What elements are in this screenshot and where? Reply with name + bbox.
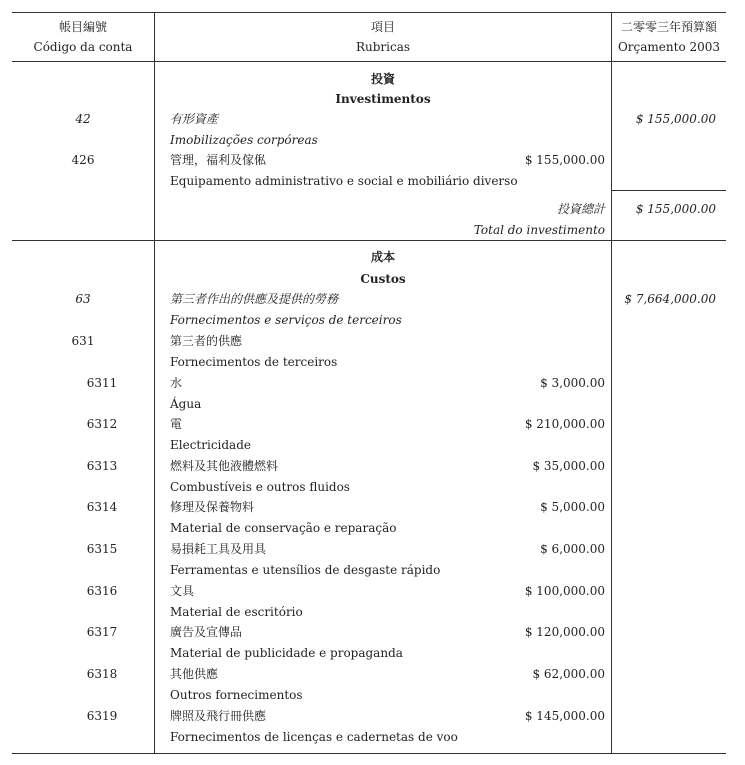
- group-label-zh: 有形資產: [170, 112, 219, 126]
- account-code: 42: [75, 112, 91, 126]
- account-code: 63: [75, 292, 91, 306]
- item-label-zh: 牌照及飛行冊供應: [170, 709, 267, 723]
- item-label-pt: Electricidade: [170, 438, 251, 452]
- account-code: 426: [71, 153, 95, 167]
- account-code: 6312: [86, 417, 118, 431]
- column-divider-1: [154, 13, 155, 753]
- item-label-zh: 文具: [170, 584, 195, 598]
- group-label-pt: Fornecimentos e serviços de terceiros: [170, 313, 402, 327]
- account-code: 6314: [86, 500, 118, 514]
- section-title-zh: 成本: [370, 250, 395, 264]
- total-amount: $ 155,000.00: [635, 202, 716, 216]
- section-title-pt: Custos: [360, 272, 406, 286]
- item-label-zh: 廣告及宣傳品: [170, 625, 243, 639]
- account-code: 6315: [86, 542, 118, 556]
- item-label-pt: Outros fornecimentos: [170, 688, 303, 702]
- account-code: 6318: [86, 667, 118, 681]
- subtotal-divider: [611, 190, 726, 191]
- item-label-pt: Material de escritório: [170, 605, 303, 619]
- group-label-pt: Imobilizações corpóreas: [170, 133, 318, 147]
- item-label-zh: 管理，福利及傢俬: [170, 153, 267, 167]
- budget-table: [12, 12, 726, 754]
- section-divider: [12, 240, 726, 241]
- account-code: 631: [71, 334, 95, 348]
- item-label-zh: 易損耗工具及用具: [170, 542, 267, 556]
- header-col2-zh: 項目: [370, 20, 395, 34]
- account-code: 6311: [86, 376, 118, 390]
- item-amount: $ 210,000.00: [524, 417, 605, 431]
- item-amount: $ 6,000.00: [540, 542, 605, 556]
- item-label-zh: 電: [170, 417, 183, 431]
- group-budget: $ 155,000.00: [635, 112, 716, 126]
- group-label-zh: 第三者作出的供應及提供的勞務: [170, 292, 339, 306]
- item-label-pt: Água: [170, 397, 202, 411]
- account-code: 6316: [86, 584, 118, 598]
- item-label-pt: Equipamento administrativo e social e mobiliário diverso: [170, 174, 518, 188]
- header-divider: [12, 61, 726, 62]
- item-label-zh: 修理及保養物料: [170, 500, 255, 514]
- item-label-zh: 燃料及其他液體燃料: [170, 459, 279, 473]
- header-col3-pt: Orçamento 2003: [617, 40, 721, 54]
- item-amount: $ 62,000.00: [532, 667, 605, 681]
- header-col1-pt: Código da conta: [33, 40, 133, 54]
- item-label-pt: Combustíveis e outros fluidos: [170, 480, 350, 494]
- item-amount: $ 35,000.00: [532, 459, 605, 473]
- item-amount: $ 5,000.00: [540, 500, 605, 514]
- header-col2-pt: Rubricas: [355, 40, 411, 54]
- section-title-zh: 投資: [370, 72, 395, 86]
- subgroup-label-pt: Fornecimentos de terceiros: [170, 355, 338, 369]
- account-code: 6317: [86, 625, 118, 639]
- item-amount: $ 155,000.00: [524, 153, 605, 167]
- item-amount: $ 100,000.00: [524, 584, 605, 598]
- account-code: 6319: [86, 709, 118, 723]
- item-amount: $ 3,000.00: [540, 376, 605, 390]
- account-code: 6313: [86, 459, 118, 473]
- subgroup-label-zh: 第三者的供應: [170, 334, 243, 348]
- item-label-pt: Material de publicidade e propaganda: [170, 646, 403, 660]
- item-label-pt: Material de conservação e reparação: [170, 521, 397, 535]
- item-amount: $ 120,000.00: [524, 625, 605, 639]
- section-title-pt: Investimentos: [335, 92, 431, 106]
- item-label-pt: Ferramentas e utensílios de desgaste rápido: [170, 563, 441, 577]
- header-col3-zh: 二零零三年預算額: [620, 20, 717, 34]
- item-label-zh: 水: [170, 376, 183, 390]
- item-label-zh: 其他供應: [170, 667, 219, 681]
- group-budget: $ 7,664,000.00: [624, 292, 716, 306]
- item-amount: $ 145,000.00: [524, 709, 605, 723]
- total-label-zh: 投資總計: [556, 202, 605, 216]
- total-label-pt: Total do investimento: [473, 223, 605, 237]
- item-label-pt: Fornecimentos de licenças e cadernetas de voo: [170, 730, 458, 744]
- header-col1-zh: 帳目編號: [58, 20, 107, 34]
